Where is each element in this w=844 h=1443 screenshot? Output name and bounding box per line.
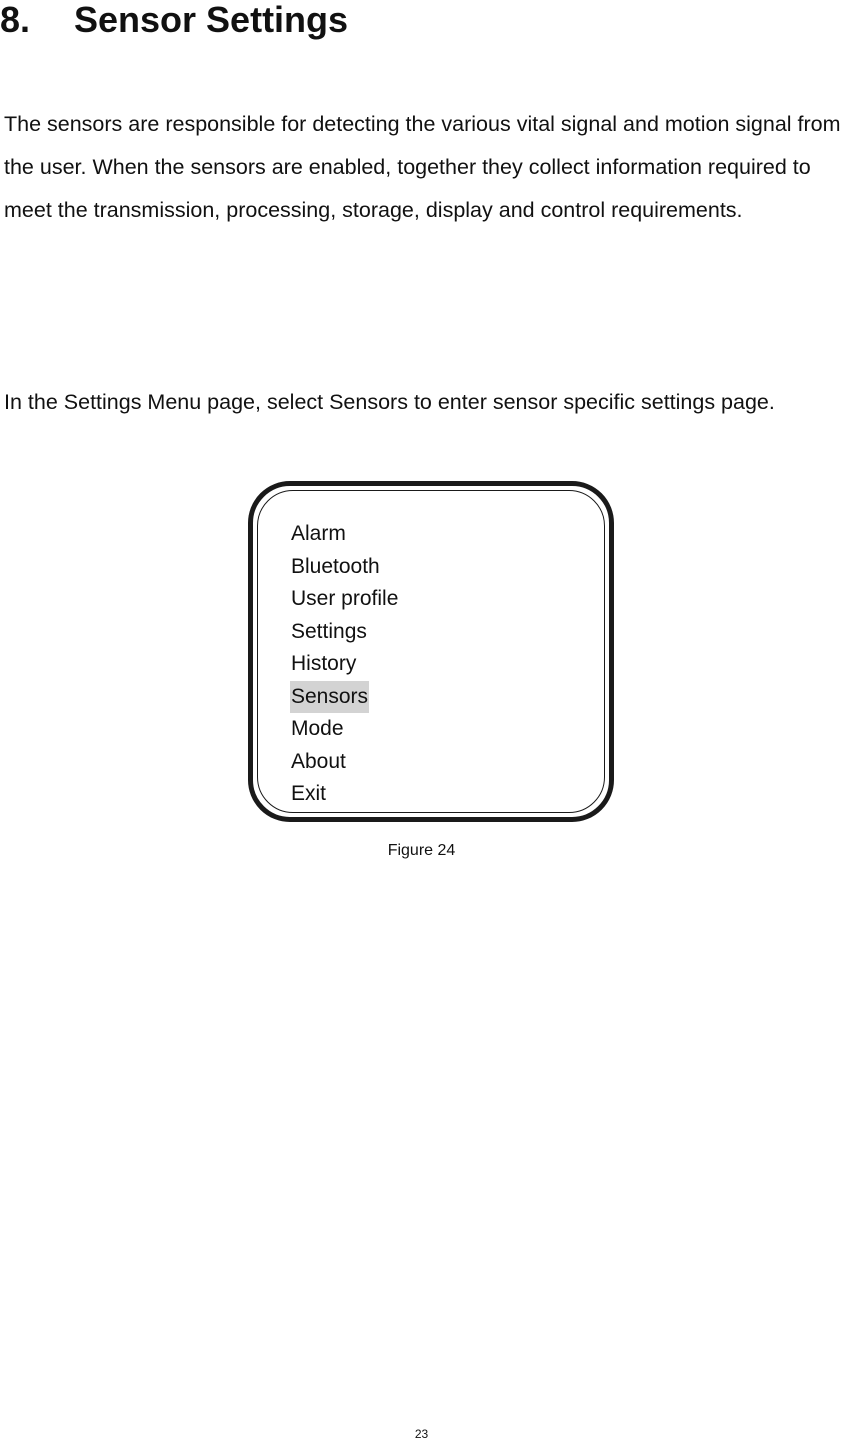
menu-item-label: Alarm [291, 522, 346, 545]
menu-item-label: Settings [291, 619, 367, 643]
menu-item-label: Mode [291, 717, 344, 740]
menu-item-label: History [291, 652, 357, 675]
menu-item-label: Sensors [290, 681, 369, 714]
settings-menu-list [290, 518, 530, 805]
menu-item-history[interactable] [290, 648, 530, 681]
menu-item-label: Exit [291, 782, 327, 805]
device-screen-figure [248, 481, 614, 822]
page-number: 23 [414, 1427, 429, 1441]
menu-item-settings[interactable] [290, 616, 530, 649]
section-title: Sensor Settings [74, 0, 349, 40]
instruction-paragraph: In the Settings Menu page, select Sensors to enter sensor specific settings page. [4, 390, 775, 414]
intro-paragraph: The sensors are responsible for detecting the various vital signal and motion signal from the user. When the sensors are enabled, together they collect information required to meet the transmission, processing, storage, display and control requirements. [4, 112, 841, 222]
section-number: 8. [0, 0, 31, 40]
menu-item-sensors[interactable] [290, 681, 530, 714]
menu-item-label: Bluetooth [291, 554, 380, 578]
menu-item-exit[interactable] [290, 778, 530, 811]
menu-item-user-profile[interactable] [290, 583, 530, 616]
section-heading [0, 0, 348, 40]
menu-item-mode[interactable] [290, 713, 530, 746]
figure-caption: Figure 24 [387, 842, 456, 859]
menu-item-alarm[interactable] [290, 518, 530, 551]
menu-item-bluetooth[interactable] [290, 551, 530, 584]
menu-item-label: User profile [291, 587, 399, 610]
menu-item-label: About [291, 749, 346, 773]
menu-item-about[interactable] [290, 746, 530, 779]
